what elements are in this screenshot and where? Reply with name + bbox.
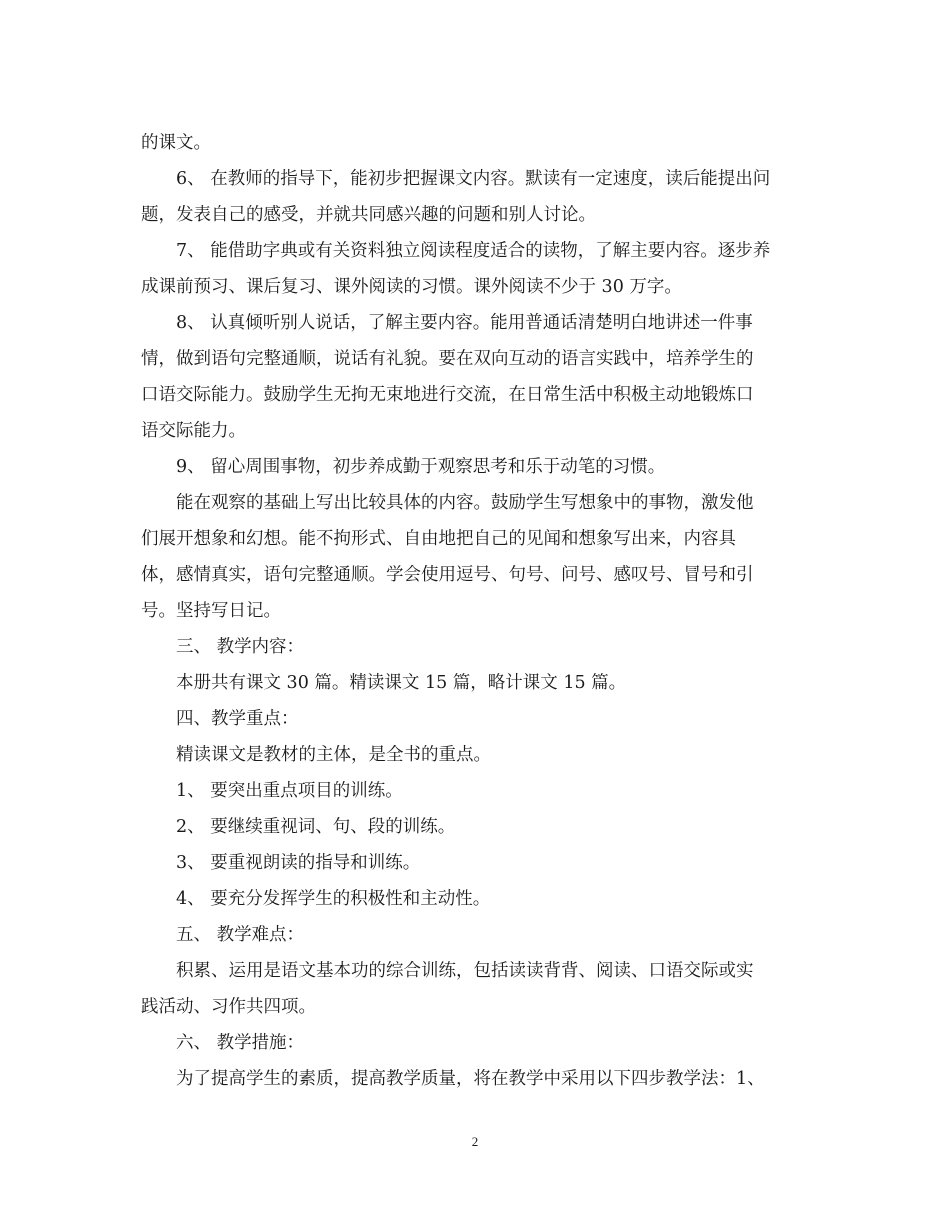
- text-line: 7、 能借助字典或有关资料独立阅读程度适合的读物，了解主要内容。逐步养: [176, 241, 771, 261]
- text-line: 题，发表自己的感受，并就共同感兴趣的问题和别人讨论。: [141, 205, 596, 225]
- text-line: 号。坚持写日记。: [141, 601, 281, 621]
- text-line: 精读课文是教材的主体，是全书的重点。: [176, 745, 491, 765]
- text-line: 们展开想象和幻想。能不拘形式、自由地把自己的见闻和想象写出来，内容具: [141, 529, 736, 549]
- text-line: 积累、运用是语文基本功的综合训练，包括读读背背、阅读、口语交际或实: [176, 961, 754, 981]
- text-line: 五、 教学难点：: [176, 925, 305, 945]
- text-line: 3、 要重视朗读的指导和训练。: [176, 853, 421, 873]
- text-line: 2、 要继续重视词、句、段的训练。: [176, 817, 456, 837]
- text-line: 8、 认真倾听别人说话，了解主要内容。能用普通话清楚明白地讲述一件事: [176, 313, 753, 333]
- text-line: 三、 教学内容：: [176, 637, 305, 657]
- text-line: 语交际能力。: [141, 421, 246, 441]
- text-line: 9、 留心周围事物，初步养成勤于观察思考和乐于动笔的习惯。: [176, 457, 666, 477]
- text-line: 6、 在教师的指导下，能初步把握课文内容。默读有一定速度，读后能提出问: [176, 169, 771, 189]
- document-body: [141, 125, 809, 1097]
- text-line: 口语交际能力。鼓励学生无拘无束地进行交流，在日常生活中积极主动地锻炼口: [141, 385, 754, 405]
- text-line: 的课文。: [141, 133, 211, 153]
- text-line: 成课前预习、课后复习、课外阅读的习惯。课外阅读不少于 30 万字。: [141, 277, 682, 297]
- text-line: 能在观察的基础上写出比较具体的内容。鼓励学生写想象中的事物，激发他: [176, 493, 754, 513]
- text-line: 4、 要充分发挥学生的积极性和主动性。: [176, 889, 491, 909]
- text-line: 1、 要突出重点项目的训练。: [176, 781, 403, 801]
- text-line: 践活动、习作共四项。: [141, 997, 316, 1017]
- text-line: 六、 教学措施：: [176, 1033, 305, 1053]
- text-line: 体，感情真实，语句完整通顺。学会使用逗号、句号、问号、感叹号、冒号和引: [141, 565, 754, 585]
- text-line: 本册共有课文 30 篇。精读课文 15 篇，略计课文 15 篇。: [176, 673, 627, 693]
- text-line: 四、教学重点：: [176, 709, 299, 729]
- text-line: 情，做到语句完整通顺，说话有礼貌。要在双向互动的语言实践中，培养学生的: [141, 349, 754, 369]
- text-line: 为了提高学生的素质，提高教学质量，将在教学中采用以下四步教学法：1、: [176, 1069, 765, 1089]
- page-number: 2: [471, 1134, 479, 1149]
